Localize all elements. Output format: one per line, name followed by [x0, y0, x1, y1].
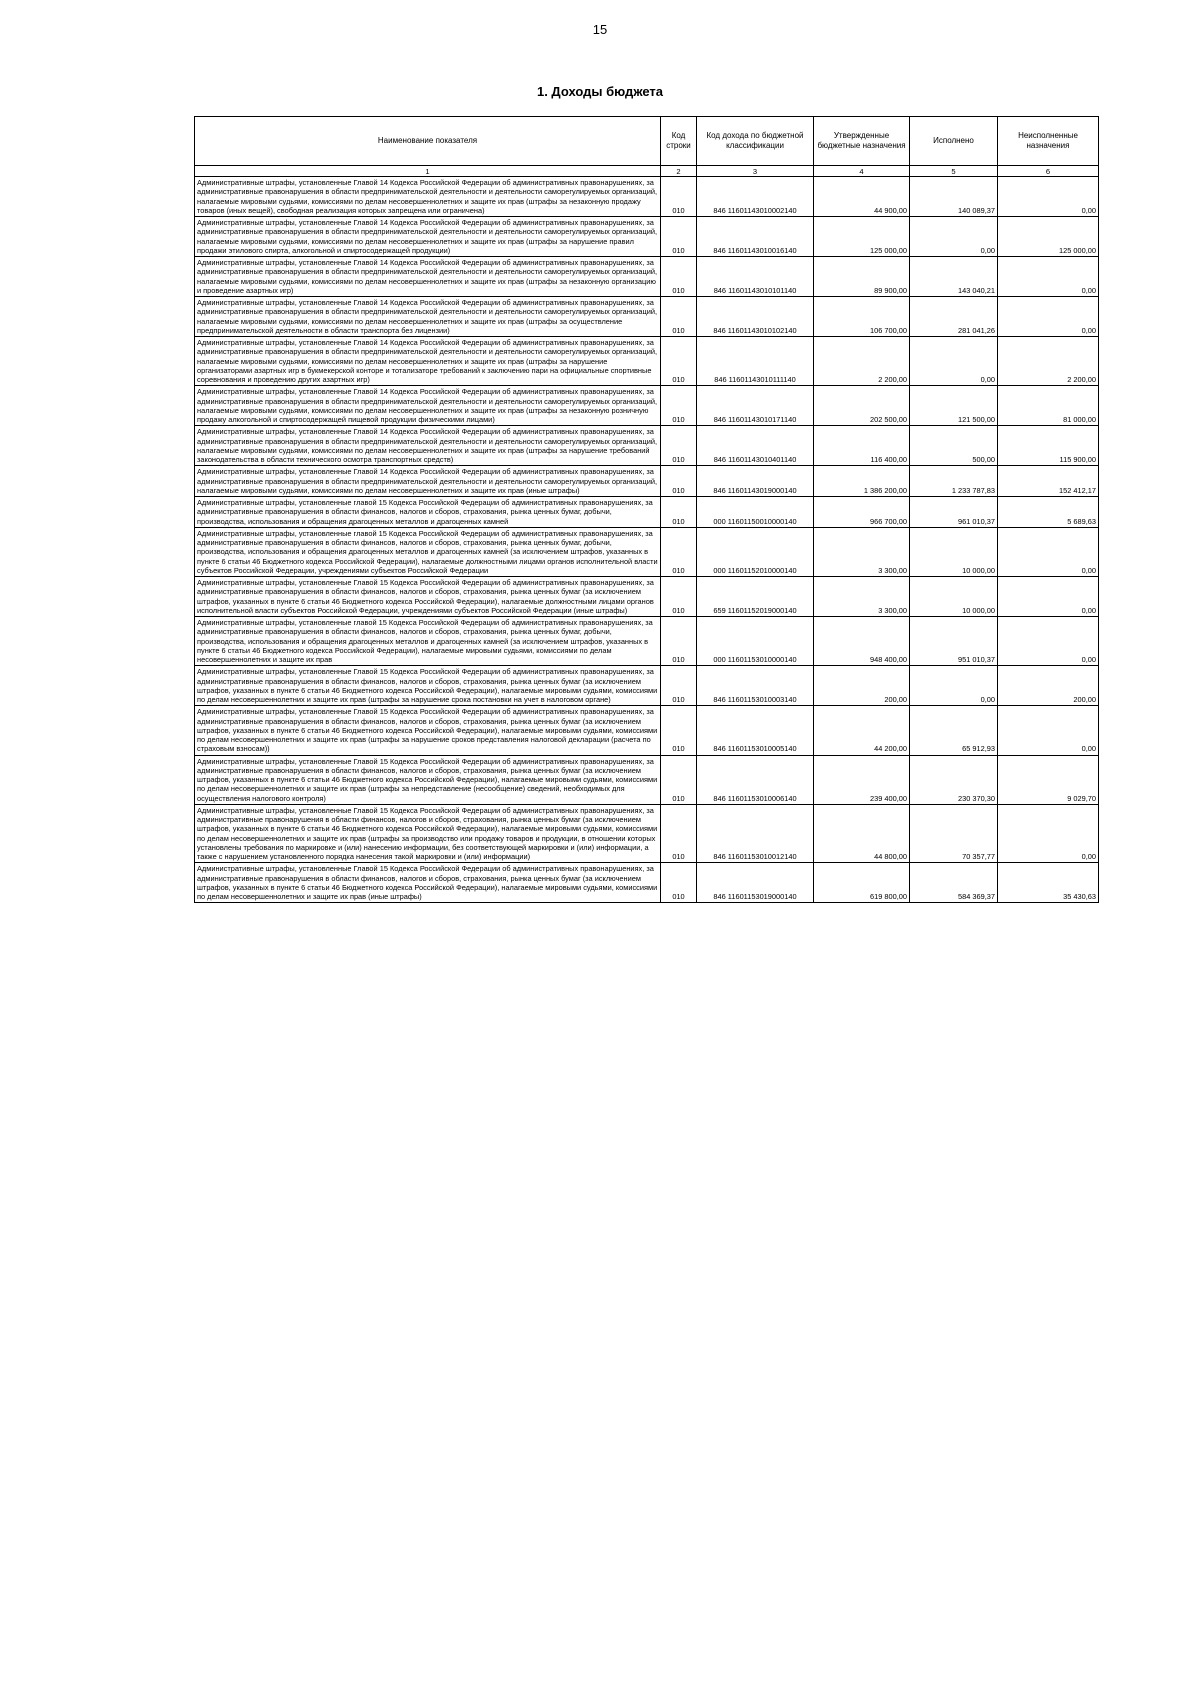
line-code: 010	[661, 755, 697, 804]
indicator-name: Административные штрафы, установленные Главой 15 Кодекса Российской Федерации об административных правонарушениях, за административные правонарушения в области финансов, налогов и сборов, страхования, рынка ценных бумаг (за исключением штрафов, указанных в пункте 6 статьи 46 Бюджетного кодекса Российской Федерации), налагаемые мировыми судьями, комиссиями по делам несовершеннолетних и защите их прав (штрафы за нарушение сроков представления налоговой декларации (расчета по страховым взносам))	[195, 706, 661, 755]
executed-amount: 961 010,37	[910, 497, 998, 528]
unexecuted-amount: 9 029,70	[998, 755, 1099, 804]
budget-income-table	[194, 116, 1099, 903]
approved-amount: 239 400,00	[814, 755, 910, 804]
header-unexecuted: Неисполненные назначения	[998, 117, 1099, 166]
executed-amount: 230 370,30	[910, 755, 998, 804]
unexecuted-amount: 0,00	[998, 527, 1099, 576]
line-code: 010	[661, 257, 697, 297]
executed-amount: 10 000,00	[910, 527, 998, 576]
table-row	[195, 297, 1099, 337]
approved-amount: 116 400,00	[814, 426, 910, 466]
table-body	[195, 177, 1099, 903]
table-header-row	[195, 117, 1099, 166]
unexecuted-amount: 0,00	[998, 706, 1099, 755]
approved-amount: 619 800,00	[814, 863, 910, 903]
income-code: 846 11601143010016140	[697, 217, 814, 257]
approved-amount: 3 300,00	[814, 577, 910, 617]
table-row	[195, 617, 1099, 666]
header-approved: Утвержденные бюджетные назначения	[814, 117, 910, 166]
table-row	[195, 577, 1099, 617]
unexecuted-amount: 35 430,63	[998, 863, 1099, 903]
indicator-name: Административные штрафы, установленные Главой 14 Кодекса Российской Федерации об административных правонарушениях, за административные правонарушения в области предпринимательской деятельности и деятельности саморегулируемых организаций, налагаемые мировыми судьями, комиссиями по делам несовершеннолетних и защите их прав (штрафы за осуществление предпринимательской деятельности в области транспорта без лицензии)	[195, 297, 661, 337]
executed-amount: 951 010,37	[910, 617, 998, 666]
unexecuted-amount: 125 000,00	[998, 217, 1099, 257]
table-row	[195, 177, 1099, 217]
column-number: 3	[697, 166, 814, 177]
approved-amount: 200,00	[814, 666, 910, 706]
line-code: 010	[661, 386, 697, 426]
unexecuted-amount: 200,00	[998, 666, 1099, 706]
approved-amount: 106 700,00	[814, 297, 910, 337]
page-number: 15	[592, 22, 608, 37]
approved-amount: 44 900,00	[814, 177, 910, 217]
income-code: 659 11601152019000140	[697, 577, 814, 617]
line-code: 010	[661, 337, 697, 386]
header-indicator-name: Наименование показателя	[195, 117, 661, 166]
unexecuted-amount: 0,00	[998, 257, 1099, 297]
line-code: 010	[661, 297, 697, 337]
executed-amount: 0,00	[910, 337, 998, 386]
line-code: 010	[661, 527, 697, 576]
table-row	[195, 755, 1099, 804]
table-row	[195, 466, 1099, 497]
indicator-name: Административные штрафы, установленные Главой 15 Кодекса Российской Федерации об административных правонарушениях, за административные правонарушения в области финансов, налогов и сборов, страхования, рынка ценных бумаг (за исключением штрафов, указанных в пункте 6 статьи 46 Бюджетного кодекса Российской Федерации), налагаемые мировыми судьями, комиссиями по делам несовершеннолетних и защите их прав (иные штрафы)	[195, 863, 661, 903]
column-number: 2	[661, 166, 697, 177]
approved-amount: 3 300,00	[814, 527, 910, 576]
section-title: 1. Доходы бюджета	[536, 84, 664, 99]
income-code: 846 11601143010111140	[697, 337, 814, 386]
column-number: 5	[910, 166, 998, 177]
executed-amount: 70 357,77	[910, 804, 998, 863]
unexecuted-amount: 152 412,17	[998, 466, 1099, 497]
unexecuted-amount: 81 000,00	[998, 386, 1099, 426]
line-code: 010	[661, 217, 697, 257]
executed-amount: 65 912,93	[910, 706, 998, 755]
income-code: 846 11601143010401140	[697, 426, 814, 466]
income-code: 846 11601143010102140	[697, 297, 814, 337]
executed-amount: 0,00	[910, 217, 998, 257]
line-code: 010	[661, 666, 697, 706]
line-code: 010	[661, 466, 697, 497]
column-number: 4	[814, 166, 910, 177]
executed-amount: 500,00	[910, 426, 998, 466]
line-code: 010	[661, 617, 697, 666]
indicator-name: Административные штрафы, установленные Главой 14 Кодекса Российской Федерации об административных правонарушениях, за административные правонарушения в области предпринимательской деятельности и деятельности саморегулируемых организаций, налагаемые мировыми судьями, комиссиями по делам несовершеннолетних и защите их прав (штрафы за нарушение правил продажи этилового спирта, алкогольной и спиртосодержащей продукции)	[195, 217, 661, 257]
line-code: 010	[661, 804, 697, 863]
income-code: 846 11601153010003140	[697, 666, 814, 706]
indicator-name: Административные штрафы, установленные Главой 14 Кодекса Российской Федерации об административных правонарушениях, за административные правонарушения в области предпринимательской деятельности и деятельности саморегулируемых организаций, налагаемые мировыми судьями, комиссиями по делам несовершеннолетних и защите их прав (штрафы за незаконную организацию и проведение азартных игр)	[195, 257, 661, 297]
indicator-name: Административные штрафы, установленные Главой 14 Кодекса Российской Федерации об административных правонарушениях, за административные правонарушения в области предпринимательской деятельности и деятельности саморегулируемых организаций, налагаемые мировыми судьями, комиссиями по делам несовершеннолетних и защите их прав (штрафы за незаконную продажу товаров (иных вещей), свободная реализация которых запрещена или ограничена)	[195, 177, 661, 217]
table-row	[195, 706, 1099, 755]
indicator-name: Административные штрафы, установленные Главой 15 Кодекса Российской Федерации об административных правонарушениях, за административные правонарушения в области финансов, налогов и сборов, страхования, рынка ценных бумаг (за исключением штрафов, указанных в пункте 6 статьи 46 Бюджетного кодекса Российской Федерации), налагаемые мировыми судьями, комиссиями по делам несовершеннолетних и защите их прав (штрафы за производство или продажу товаров и продукции, в отношении которых установлены требования по маркировке и (или) нанесению информации, без соответствующей маркировки и (или) информации, а также с нарушением установленного порядка нанесения такой маркировки и (или) информации)	[195, 804, 661, 863]
approved-amount: 948 400,00	[814, 617, 910, 666]
column-number: 1	[195, 166, 661, 177]
income-code: 846 11601153010012140	[697, 804, 814, 863]
executed-amount: 140 089,37	[910, 177, 998, 217]
executed-amount: 584 369,37	[910, 863, 998, 903]
unexecuted-amount: 0,00	[998, 297, 1099, 337]
table-row	[195, 386, 1099, 426]
unexecuted-amount: 0,00	[998, 617, 1099, 666]
table-row	[195, 257, 1099, 297]
line-code: 010	[661, 426, 697, 466]
header-executed: Исполнено	[910, 117, 998, 166]
table-row	[195, 863, 1099, 903]
indicator-name: Административные штрафы, установленные главой 15 Кодекса Российской Федерации об административных правонарушениях, за административные правонарушения в области финансов, налогов и сборов, страхования, рынка ценных бумаг, добычи, производства, использования и обращения драгоценных металлов и драгоценных камней	[195, 497, 661, 528]
column-number: 6	[998, 166, 1099, 177]
income-code: 846 11601153010005140	[697, 706, 814, 755]
unexecuted-amount: 0,00	[998, 177, 1099, 217]
table-row	[195, 666, 1099, 706]
approved-amount: 44 800,00	[814, 804, 910, 863]
line-code: 010	[661, 497, 697, 528]
table-row	[195, 426, 1099, 466]
executed-amount: 143 040,21	[910, 257, 998, 297]
indicator-name: Административные штрафы, установленные Главой 15 Кодекса Российской Федерации об административных правонарушениях, за административные правонарушения в области финансов, налогов и сборов, страхования, рынка ценных бумаг (за исключением штрафов, указанных в пункте 6 статьи 46 Бюджетного кодекса Российской Федерации), налагаемые мировыми судьями, комиссиями по делам несовершеннолетних и защите их прав (штрафы за нарушение срока постановки на учет в налоговом органе)	[195, 666, 661, 706]
income-code: 846 11601143010171140	[697, 386, 814, 426]
approved-amount: 202 500,00	[814, 386, 910, 426]
executed-amount: 10 000,00	[910, 577, 998, 617]
approved-amount: 2 200,00	[814, 337, 910, 386]
indicator-name: Административные штрафы, установленные Главой 15 Кодекса Российской Федерации об административных правонарушениях, за административные правонарушения в области финансов, налогов и сборов, страхования, рынка ценных бумаг (за исключением штрафов, указанных в пункте 6 статьи 46 Бюджетного кодекса Российской Федерации), налагаемые должностными лицами органов исполнительной власти субъектов Российской Федерации, учреждениями субъектов Российской Федерации (иные штрафы)	[195, 577, 661, 617]
income-code: 846 11601153019000140	[697, 863, 814, 903]
income-code: 000 11601150010000140	[697, 497, 814, 528]
unexecuted-amount: 115 900,00	[998, 426, 1099, 466]
indicator-name: Административные штрафы, установленные Главой 14 Кодекса Российской Федерации об административных правонарушениях, за административные правонарушения в области предпринимательской деятельности и деятельности саморегулируемых организаций, налагаемые мировыми судьями, комиссиями по делам несовершеннолетних и защите их прав (штрафы за незаконную розничную продажу алкогольной и спиртосодержащей пищевой продукции физическими лицами)	[195, 386, 661, 426]
executed-amount: 281 041,26	[910, 297, 998, 337]
table-row	[195, 337, 1099, 386]
indicator-name: Административные штрафы, установленные главой 15 Кодекса Российской Федерации об административных правонарушениях, за административные правонарушения в области финансов, налогов и сборов, страхования, рынка ценных бумаг, добычи, производства, использования и обращения драгоценных металлов и драгоценных камней (за исключением штрафов, указанных в пункте 6 статьи 46 Бюджетного кодекса Российской Федерации), налагаемые мировыми судьями, комиссиями по делам несовершеннолетних и защите их прав	[195, 617, 661, 666]
line-code: 010	[661, 177, 697, 217]
header-income-code: Код дохода по бюджетной классификации	[697, 117, 814, 166]
indicator-name: Административные штрафы, установленные Главой 14 Кодекса Российской Федерации об административных правонарушениях, за административные правонарушения в области предпринимательской деятельности и деятельности саморегулируемых организаций, налагаемые мировыми судьями, комиссиями по делам несовершеннолетних и защите их прав (штрафы за нарушение организаторами азартных игр в букмекерской конторе и тотализаторе требований к заключению пари на официальные спортивные соревнования и проведению других азартных игр)	[195, 337, 661, 386]
approved-amount: 89 900,00	[814, 257, 910, 297]
table-row	[195, 217, 1099, 257]
executed-amount: 1 233 787,83	[910, 466, 998, 497]
indicator-name: Административные штрафы, установленные Главой 14 Кодекса Российской Федерации об административных правонарушениях, за административные правонарушения в области предпринимательской деятельности и деятельности саморегулируемых организаций, налагаемые мировыми судьями, комиссиями по делам несовершеннолетних и защите их прав (иные штрафы)	[195, 466, 661, 497]
unexecuted-amount: 0,00	[998, 577, 1099, 617]
unexecuted-amount: 0,00	[998, 804, 1099, 863]
income-code: 000 11601153010000140	[697, 617, 814, 666]
income-code: 846 11601143010101140	[697, 257, 814, 297]
table-row	[195, 804, 1099, 863]
table-row	[195, 527, 1099, 576]
executed-amount: 121 500,00	[910, 386, 998, 426]
approved-amount: 44 200,00	[814, 706, 910, 755]
income-code: 846 11601153010006140	[697, 755, 814, 804]
unexecuted-amount: 5 689,63	[998, 497, 1099, 528]
table-row	[195, 497, 1099, 528]
approved-amount: 125 000,00	[814, 217, 910, 257]
header-line-code: Код строки	[661, 117, 697, 166]
income-code: 846 11601143019000140	[697, 466, 814, 497]
indicator-name: Административные штрафы, установленные главой 15 Кодекса Российской Федерации об административных правонарушениях, за административные правонарушения в области финансов, налогов и сборов, страхования, рынка ценных бумаг, добычи, производства, использования и обращения драгоценных металлов и драгоценных камней (за исключением штрафов, указанных в пункте 6 статьи 46 Бюджетного кодекса Российской Федерации), налагаемые должностными лицами органов исполнительной власти субъектов Российской Федерации, учреждениями субъектов Российской Федерации	[195, 527, 661, 576]
executed-amount: 0,00	[910, 666, 998, 706]
indicator-name: Административные штрафы, установленные Главой 15 Кодекса Российской Федерации об административных правонарушениях, за административные правонарушения в области финансов, налогов и сборов, страхования, рынка ценных бумаг (за исключением штрафов, указанных в пункте 6 статьи 46 Бюджетного кодекса Российской Федерации), налагаемые мировыми судьями, комиссиями по делам несовершеннолетних и защите их прав (штрафы за непредставление (несообщение) сведений, необходимых для осуществления налогового контроля)	[195, 755, 661, 804]
indicator-name: Административные штрафы, установленные Главой 14 Кодекса Российской Федерации об административных правонарушениях, за административные правонарушения в области предпринимательской деятельности и деятельности саморегулируемых организаций, налагаемые мировыми судьями, комиссиями по делам несовершеннолетних и защите их прав (штрафы за нарушение требований законодательства в области технического осмотра транспортных средств)	[195, 426, 661, 466]
approved-amount: 966 700,00	[814, 497, 910, 528]
line-code: 010	[661, 863, 697, 903]
line-code: 010	[661, 706, 697, 755]
approved-amount: 1 386 200,00	[814, 466, 910, 497]
unexecuted-amount: 2 200,00	[998, 337, 1099, 386]
income-code: 846 11601143010002140	[697, 177, 814, 217]
column-number-row	[195, 166, 1099, 177]
income-code: 000 11601152010000140	[697, 527, 814, 576]
line-code: 010	[661, 577, 697, 617]
